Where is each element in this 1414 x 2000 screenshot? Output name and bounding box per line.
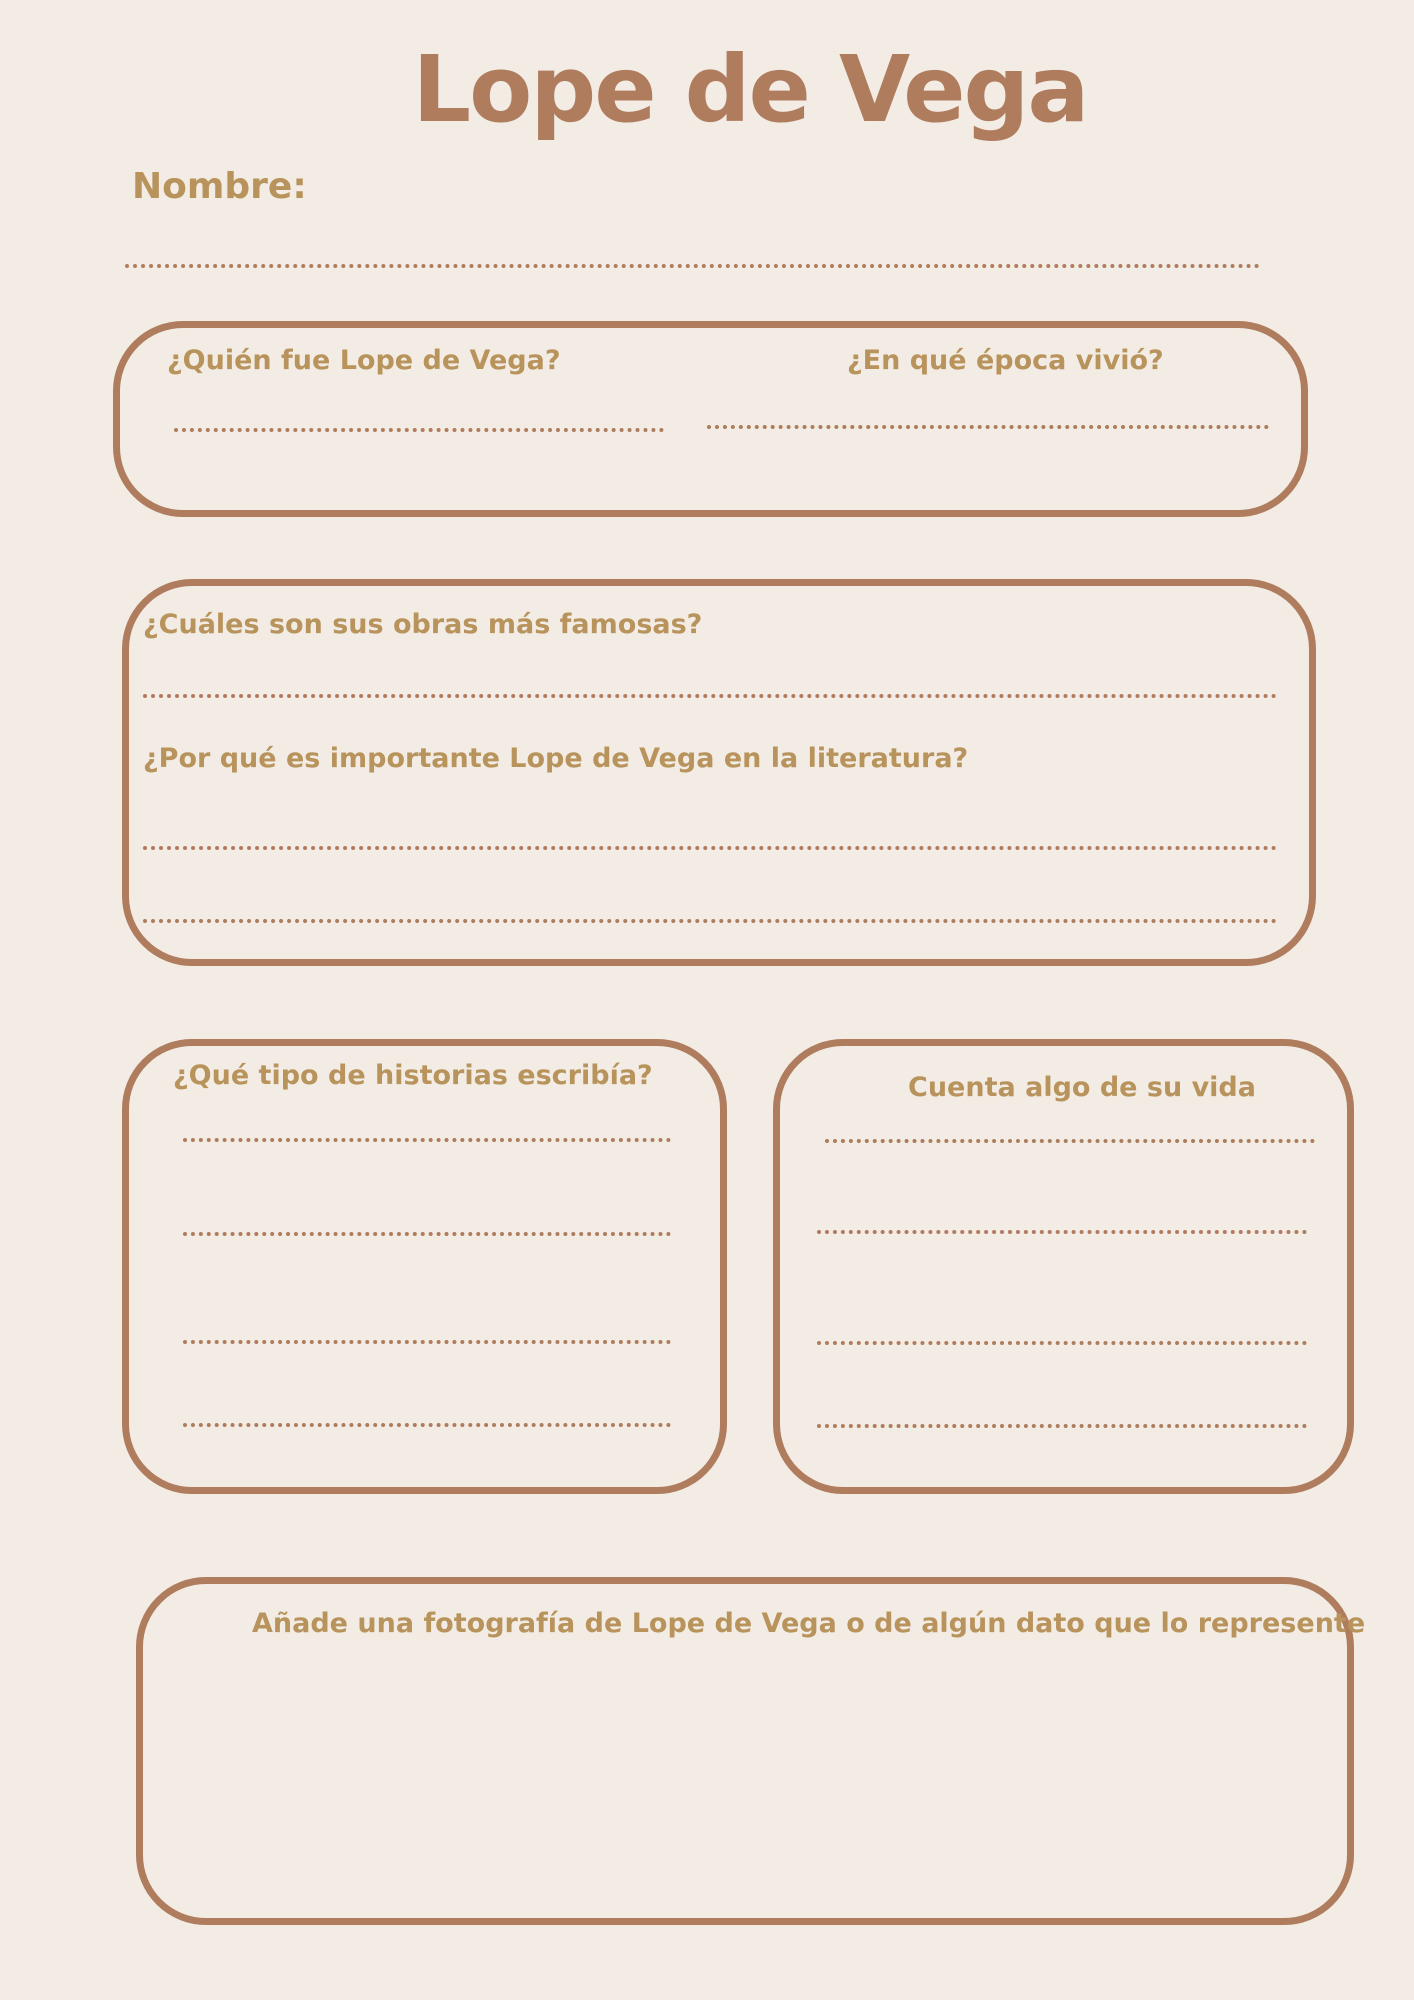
name-label: Nombre: xyxy=(132,166,307,207)
stories-question: ¿Qué tipo de historias escribía? xyxy=(173,1060,653,1091)
works-answer-line[interactable] xyxy=(143,694,1277,698)
life-answer-line-3[interactable] xyxy=(817,1341,1307,1345)
name-answer-line[interactable] xyxy=(125,264,1260,268)
stories-answer-line-2[interactable] xyxy=(183,1232,671,1236)
life-answer-line-1[interactable] xyxy=(825,1139,1315,1143)
page-title: Lope de Vega xyxy=(412,36,1088,143)
importance-answer-line-2[interactable] xyxy=(143,919,1277,923)
importance-answer-line-1[interactable] xyxy=(143,846,1277,850)
stories-answer-line-3[interactable] xyxy=(183,1340,671,1344)
who-question: ¿Quién fue Lope de Vega? xyxy=(167,345,561,376)
era-question: ¿En qué época vivió? xyxy=(847,345,1164,376)
stories-answer-line-4[interactable] xyxy=(183,1423,671,1427)
importance-question: ¿Por qué es importante Lope de Vega en la literatura? xyxy=(143,743,969,774)
works-question: ¿Cuáles son sus obras más famosas? xyxy=(143,609,703,640)
life-answer-line-4[interactable] xyxy=(817,1424,1307,1428)
photo-instruction: Añade una fotografía de Lope de Vega o de algún dato que lo represente xyxy=(252,1608,1366,1639)
who-answer-line[interactable] xyxy=(174,428,664,432)
life-answer-line-2[interactable] xyxy=(817,1230,1307,1234)
era-answer-line[interactable] xyxy=(707,425,1269,429)
stories-answer-line-1[interactable] xyxy=(183,1138,671,1142)
life-question: Cuenta algo de su vida xyxy=(908,1072,1256,1103)
